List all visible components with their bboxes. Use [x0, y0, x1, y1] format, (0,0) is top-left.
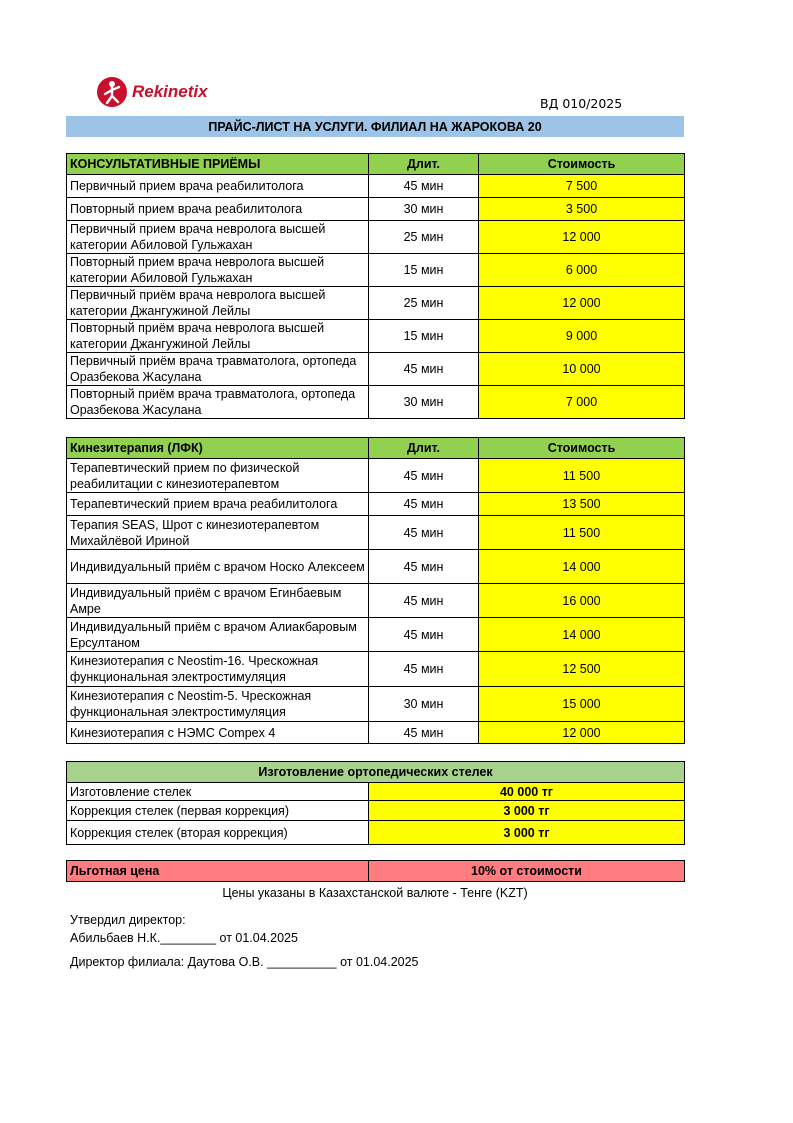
service-duration: 15 мин — [369, 320, 479, 353]
service-price: 6 000 — [479, 254, 685, 287]
service-price: 11 500 — [479, 516, 685, 550]
service-name: Первичный приём врача травматолога, ортопеда Оразбекова Жасулана — [67, 353, 369, 386]
document-code: ВД 010/2025 — [540, 96, 623, 111]
discount-value: 10% от стоимости — [369, 861, 685, 882]
table-row — [67, 801, 685, 821]
table-row — [67, 320, 685, 353]
service-price: 40 000 тг — [369, 783, 685, 801]
table-row — [67, 584, 685, 618]
column-header-service: Кинезитерапия (ЛФК) — [67, 438, 369, 459]
table-row — [67, 353, 685, 386]
table-row — [67, 618, 685, 652]
service-price: 3 500 — [479, 198, 685, 221]
table-row — [67, 550, 685, 584]
table-row — [67, 287, 685, 320]
service-duration: 45 мин — [369, 618, 479, 652]
approved-label: Утвердил директор: — [70, 913, 186, 927]
service-name: Повторный приём врача травматолога, ортопеда Оразбекова Жасулана — [67, 386, 369, 419]
table-row — [67, 221, 685, 254]
service-name: Кинезиотерапия с НЭМС Compex 4 — [67, 722, 369, 744]
service-price: 14 000 — [479, 550, 685, 584]
service-price: 3 000 тг — [369, 801, 685, 821]
service-name: Терапия SEAS, Шрот с кинезиотерапевтом Михайлёвой Ириной — [67, 516, 369, 550]
service-name: Первичный прием врача невролога высшей категории Абиловой Гульжахан — [67, 221, 369, 254]
service-price: 12 000 — [479, 221, 685, 254]
table-row — [67, 821, 685, 845]
consultations-table — [66, 153, 685, 419]
service-duration: 30 мин — [369, 386, 479, 419]
kinesiotherapy-table — [66, 437, 685, 744]
service-price: 12 500 — [479, 652, 685, 687]
service-duration: 45 мин — [369, 459, 479, 493]
service-price: 12 000 — [479, 722, 685, 744]
service-price: 10 000 — [479, 353, 685, 386]
table-row — [67, 652, 685, 687]
branch-director-signature-line: Директор филиала: Даутова О.В. __________ от 01.04.2025 — [70, 955, 419, 969]
table-row — [67, 175, 685, 198]
table-header-row — [67, 762, 685, 783]
table-row — [67, 386, 685, 419]
column-header-price: Стоимость — [479, 438, 685, 459]
service-duration: 45 мин — [369, 493, 479, 516]
table-row — [67, 198, 685, 221]
service-name: Первичный прием врача реабилитолога — [67, 175, 369, 198]
service-duration: 45 мин — [369, 652, 479, 687]
rekinetix-logo-icon — [96, 76, 128, 108]
service-duration: 25 мин — [369, 287, 479, 320]
service-duration: 45 мин — [369, 516, 479, 550]
service-name: Кинезиотерапия с Neostim-5. Чрескожная функциональная электростимуляция — [67, 687, 369, 722]
table-header-row — [67, 154, 685, 175]
logo-text: Rekinetix — [132, 82, 208, 101]
discount-row — [67, 861, 685, 882]
discount-label: Льготная цена — [67, 861, 369, 882]
insoles-header: Изготовление ортопедических стелек — [67, 762, 685, 783]
service-price: 7 000 — [479, 386, 685, 419]
service-price: 15 000 — [479, 687, 685, 722]
service-price: 14 000 — [479, 618, 685, 652]
table-row — [67, 516, 685, 550]
service-name: Индивидуальный приём с врачом Алиакбаровым Ерсултаном — [67, 618, 369, 652]
service-price: 11 500 — [479, 459, 685, 493]
service-price: 13 500 — [479, 493, 685, 516]
service-name: Повторный прием врача невролога высшей категории Абиловой Гульжахан — [67, 254, 369, 287]
service-name: Коррекция стелек (вторая коррекция) — [67, 821, 369, 845]
company-logo — [96, 76, 208, 108]
page-title: ПРАЙС-ЛИСТ НА УСЛУГИ. ФИЛИАЛ НА ЖАРОКОВА 20 — [66, 116, 684, 137]
discount-table — [66, 860, 685, 882]
currency-note: Цены указаны в Казахстанской валюте - Тенге (KZT) — [222, 886, 528, 900]
column-header-service: КОНСУЛЬТАТИВНЫЕ ПРИЁМЫ — [67, 154, 369, 175]
table-row — [67, 687, 685, 722]
service-price: 7 500 — [479, 175, 685, 198]
table-row — [67, 459, 685, 493]
service-name: Терапевтический прием по физической реабилитации с кинезиотерапевтом — [67, 459, 369, 493]
service-duration: 25 мин — [369, 221, 479, 254]
service-duration: 45 мин — [369, 722, 479, 744]
service-price: 12 000 — [479, 287, 685, 320]
column-header-duration: Длит. — [369, 154, 479, 175]
table-header-row — [67, 438, 685, 459]
service-duration: 30 мин — [369, 198, 479, 221]
insoles-table — [66, 761, 685, 845]
service-name: Повторный прием врача реабилитолога — [67, 198, 369, 221]
director-signature-line: Абильбаев Н.К.________ от 01.04.2025 — [70, 931, 298, 945]
column-header-duration: Длит. — [369, 438, 479, 459]
service-name: Повторный приём врача невролога высшей категории Джангужиной Лейлы — [67, 320, 369, 353]
service-price: 9 000 — [479, 320, 685, 353]
table-row — [67, 783, 685, 801]
service-name: Первичный приём врача невролога высшей категории Джангужиной Лейлы — [67, 287, 369, 320]
service-duration: 45 мин — [369, 175, 479, 198]
service-duration: 45 мин — [369, 550, 479, 584]
service-duration: 30 мин — [369, 687, 479, 722]
table-row — [67, 722, 685, 744]
table-row — [67, 493, 685, 516]
service-duration: 15 мин — [369, 254, 479, 287]
service-duration: 45 мин — [369, 584, 479, 618]
service-name: Терапевтический прием врача реабилитолога — [67, 493, 369, 516]
column-header-price: Стоимость — [479, 154, 685, 175]
service-duration: 45 мин — [369, 353, 479, 386]
table-row — [67, 254, 685, 287]
service-name: Коррекция стелек (первая коррекция) — [67, 801, 369, 821]
service-name: Кинезиотерапия с Neostim-16. Чрескожная функциональная электростимуляция — [67, 652, 369, 687]
service-name: Индивидуальный приём с врачом Егинбаевым Амре — [67, 584, 369, 618]
service-name: Индивидуальный приём с врачом Носко Алексеем — [67, 550, 369, 584]
service-price: 3 000 тг — [369, 821, 685, 845]
service-name: Изготовление стелек — [67, 783, 369, 801]
service-price: 16 000 — [479, 584, 685, 618]
